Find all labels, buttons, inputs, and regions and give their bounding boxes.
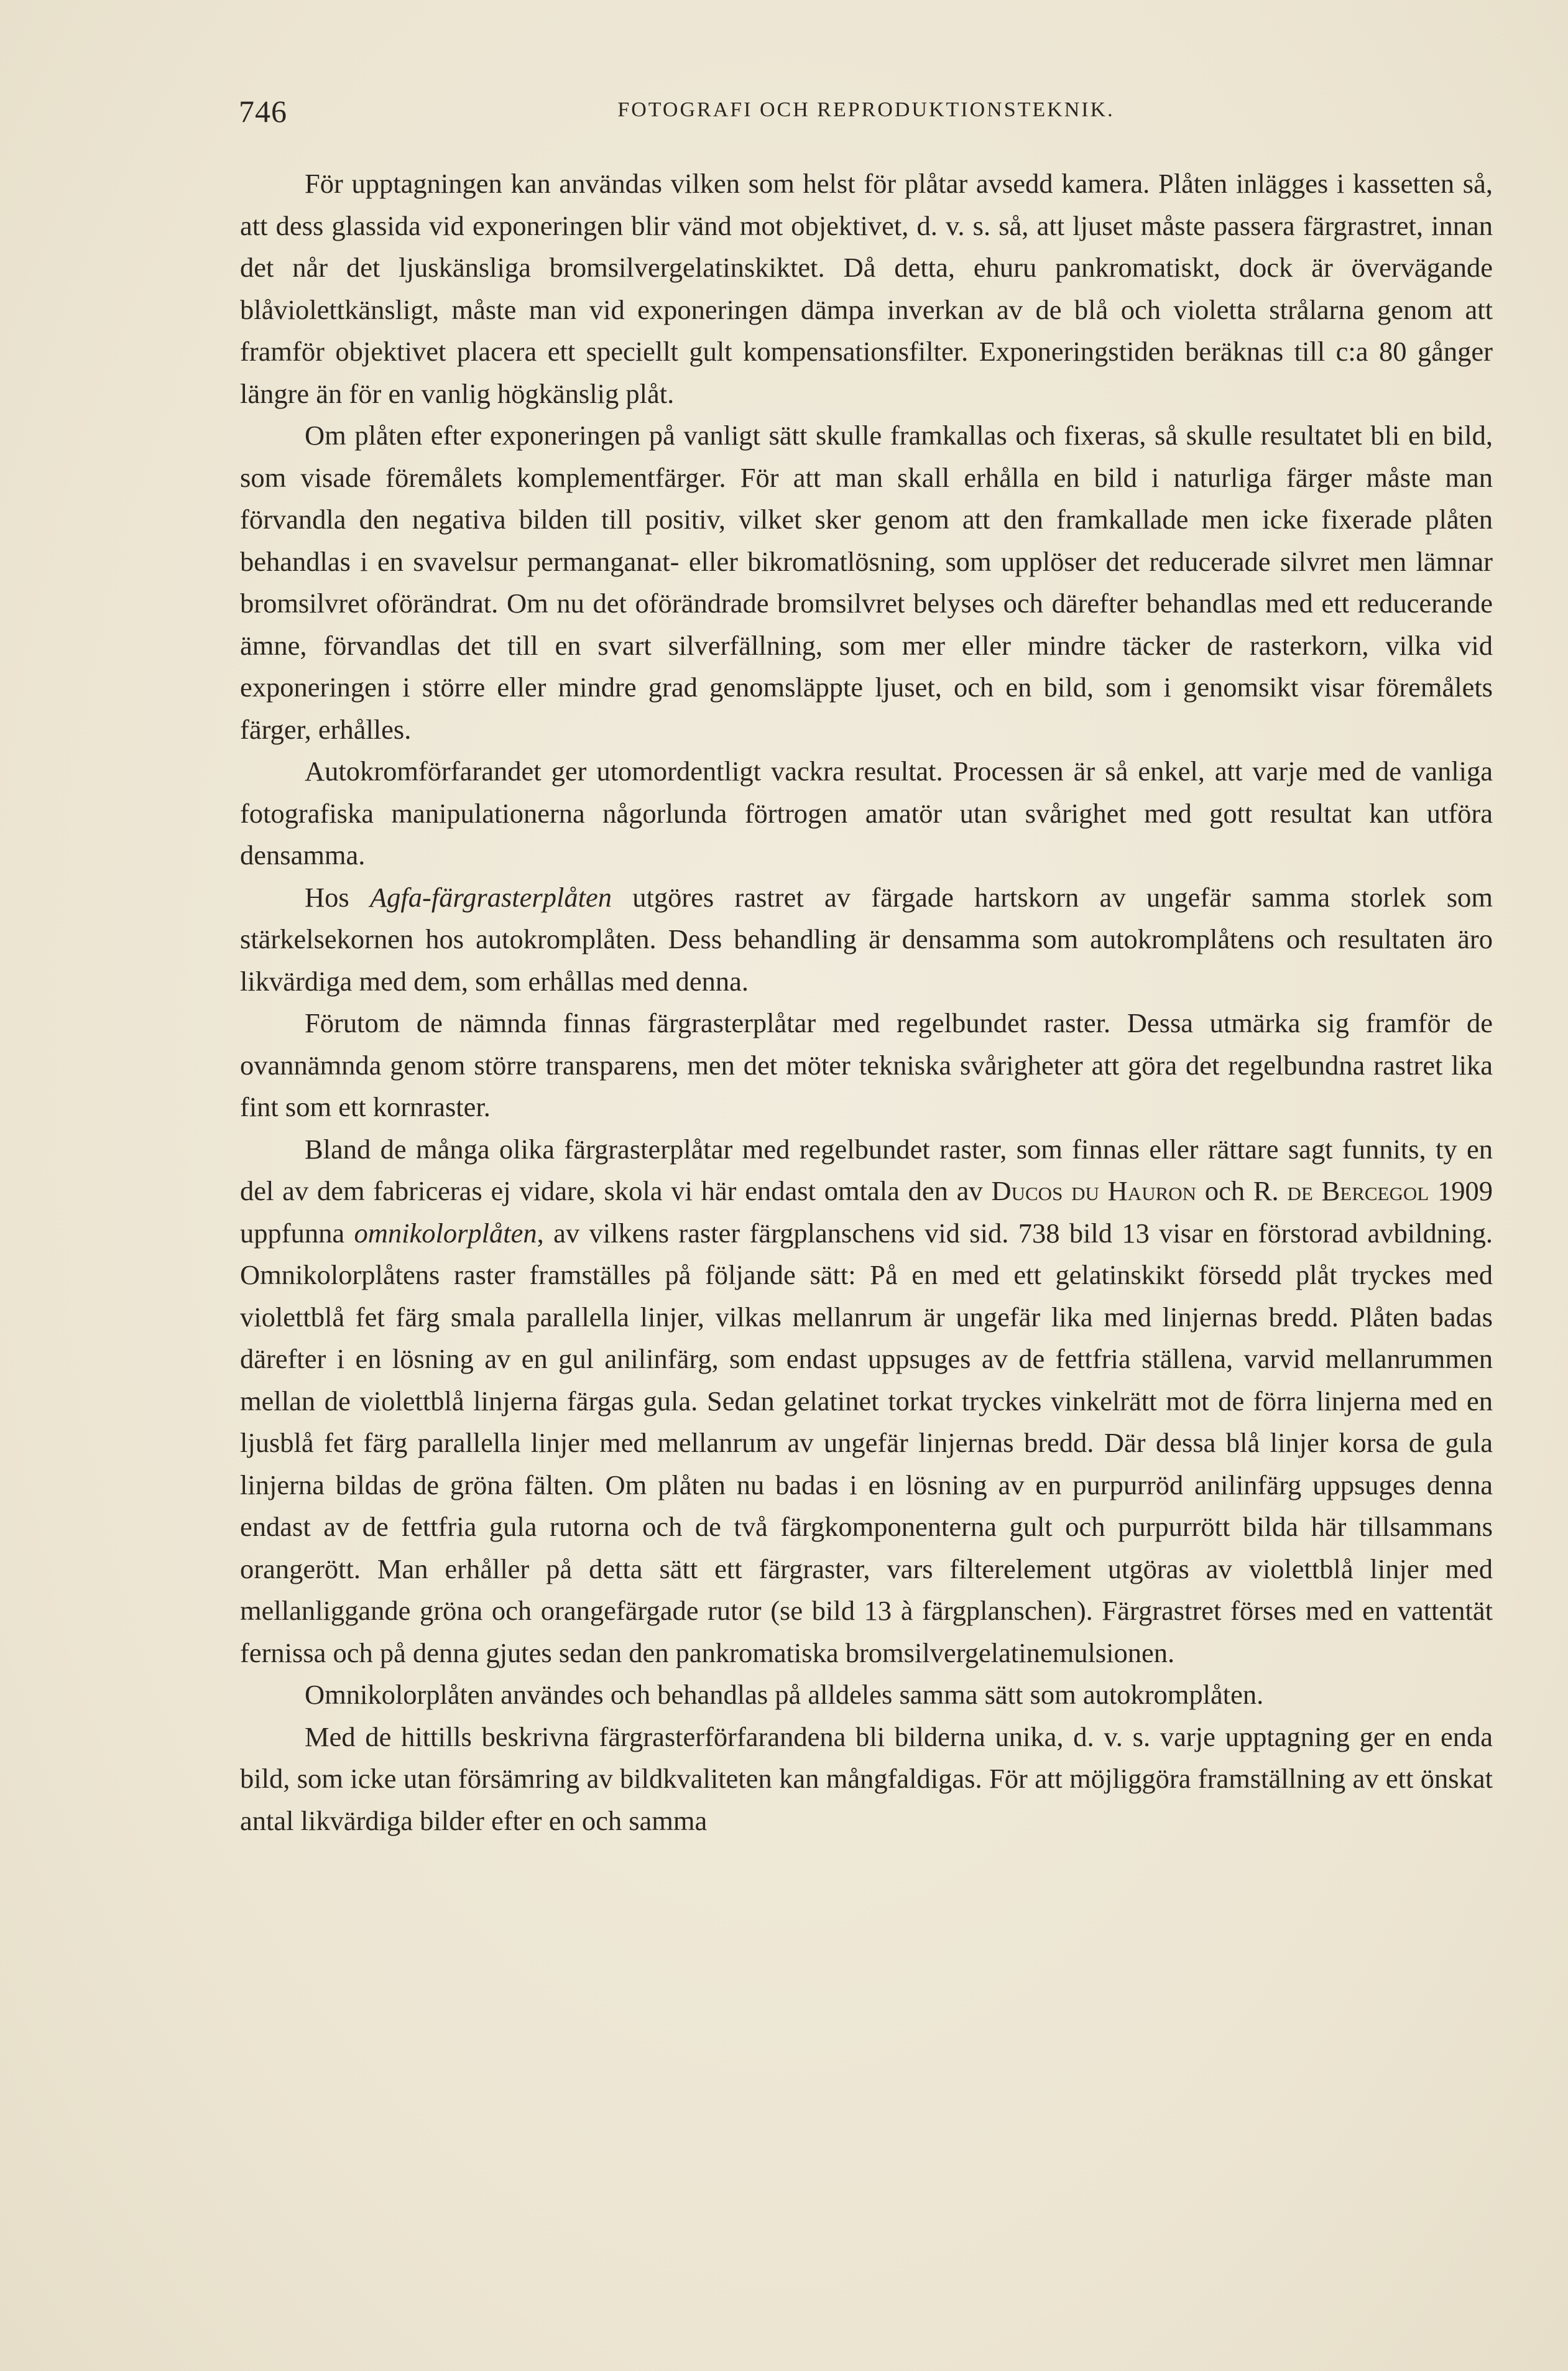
paragraph-omnicolor-usage: Omnikolorplåten användes och behandlas på alldeles samma sätt som autokromplåten. [305, 1679, 1264, 1710]
paragraph-autochrome-results: Autokromförfarandet ger utomordentligt vackra resultat. Processen är så enkel, att varje med de vanliga fotografiska manipulationerna någorlunda förtrogen amatör utan svårighet med gott resultat kan utföra densamma. [240, 756, 1493, 871]
running-title: FOTOGRAFI OCH REPRODUKTIONSTEKNIK. [617, 98, 1115, 121]
paragraph-unique-images: Med de hittills beskrivna färgrasterförfarandena bli bilderna unika, d. v. s. varje upptagning ger en enda bild, som icke utan försämring av bildkvaliteten kan mångfaldigas. För att möjliggöra framställning av ett önskat antal likvärdiga bilder efter en och samma [240, 1721, 1493, 1836]
author-name-ducos-du-hauron: Ducos du Hauron [991, 1175, 1197, 1206]
term-agfa-plate: Agfa-färgrasterplåten [370, 881, 612, 913]
author-name-de-bercegol: R. de Bercegol [1253, 1175, 1429, 1206]
body-text [240, 163, 1493, 1842]
page-number: 746 [239, 94, 287, 129]
paragraph-regular-raster: Förutom de nämnda finnas färgrasterplåtar med regelbundet raster. Dessa utmärka sig framför de ovannämnda genom större transparens, men det möter tekniska svårigheter att göra det regelbundna rastret lika fint som ett kornraster. [240, 1007, 1493, 1122]
term-omnicolor-plate: omnikolorplåten [354, 1217, 537, 1249]
running-head [239, 93, 1493, 137]
paragraph-omnicolor-plate: Bland de många olika färgrasterplåtar med regelbundet raster, som finnas eller rättare sagt funnits, ty en del av dem fabriceras ej vidare, skola vi här endast omtala den av Ducos du Hauron och R. de Bercegol 1909 uppfunna omnikolorplåten, av vilkens raster färgplanschens vid sid. 738 bild 13 visar en förstorad avbildning. Omnikolorplåtens raster framställes på följande sätt: På en med ett gelatinskikt försedd plåt tryckes med violettblå fet färg smala parallella linjer, vilkas mellanrum är ungefär lika med linjernas bredd. Plåten badas därefter i en lösning av en gul anilinfärg, som endast uppsuges av de fettfria ställena, varvid mellanrummen mellan de violettblå linjerna färgas gula. Sedan gelatinet torkat tryckes vinkelrätt mot de förra linjerna med en ljusblå fet färg parallella linjer med mellanrum av ungefär linjernas bredd. Där dessa blå linjer korsa de gula linjerna bildas de gröna fälten. Om plåten nu badas i en lösning av en purpurröd anilinfärg uppsuges denna endast av de fettfria gula rutorna och de två färgkomponenterna gult och purpurrött bilda här tillsammans orangerött. Man erhåller på detta sätt ett färgraster, vars filterelement utgöras av violettblå linjer med mellanliggande gröna och orangefärgade rutor (se bild 13 à färgplanschen). Färgrastret förses med en vattentät fernissa och på denna gjutes sedan den pankromatiska bromsilvergelatinemulsionen. [240, 1133, 1493, 1668]
paragraph-reversal-process: Om plåten efter exponeringen på vanligt sätt skulle framkallas och fixeras, så skulle resultatet bli en bild, som visade föremålets komplementfärger. För att man skall erhålla en bild i naturliga färger måste man förvandla den negativa bilden till positiv, vilket sker genom att den framkallade men icke fixerade plåten behandlas i en svavelsur permanganat- eller bikromatlösning, som upplöser det reducerade silvret men lämnar bromsilvret oförändrat. Om nu det oförändrade bromsilvret belyses och därefter behandlas med ett reducerande ämne, förvandlas det till en svart silverfällning, som mer eller mindre täcker de rasterkorn, vilka vid exponeringen i större eller mindre grad genomsläppte ljuset, och en bild, som i genomsikt visar föremålets färger, erhålles. [240, 420, 1493, 745]
paragraph-camera-exposure: För upptagningen kan användas vilken som helst för plåtar avsedd kamera. Plåten inlägges i kassetten så, att dess glassida vid exponeringen blir vänd mot objektivet, d. v. s. så, att ljuset måste passera färgrastret, innan det når det ljuskänsliga bromsilvergelatinskiktet. Då detta, ehuru pankromatiskt, dock är övervägande blåviolettkänsligt, måste man vid exponeringen dämpa inverkan av de blå och violetta strålarna genom att framför objektivet placera ett speciellt gult kompensationsfilter. Exponeringstiden beräknas till c:a 80 gånger längre än för en vanlig högkänslig plåt. [240, 168, 1493, 409]
paragraph-agfa-plate: Hos Agfa-färgrasterplåten utgöres rastret av färgade hartskorn av ungefär samma storlek som stärkelsekornen hos autokromplåten. Dess behandling är densamma som autokromplåtens och resultaten äro likvärdiga med dem, som erhållas med denna. [240, 881, 1493, 997]
